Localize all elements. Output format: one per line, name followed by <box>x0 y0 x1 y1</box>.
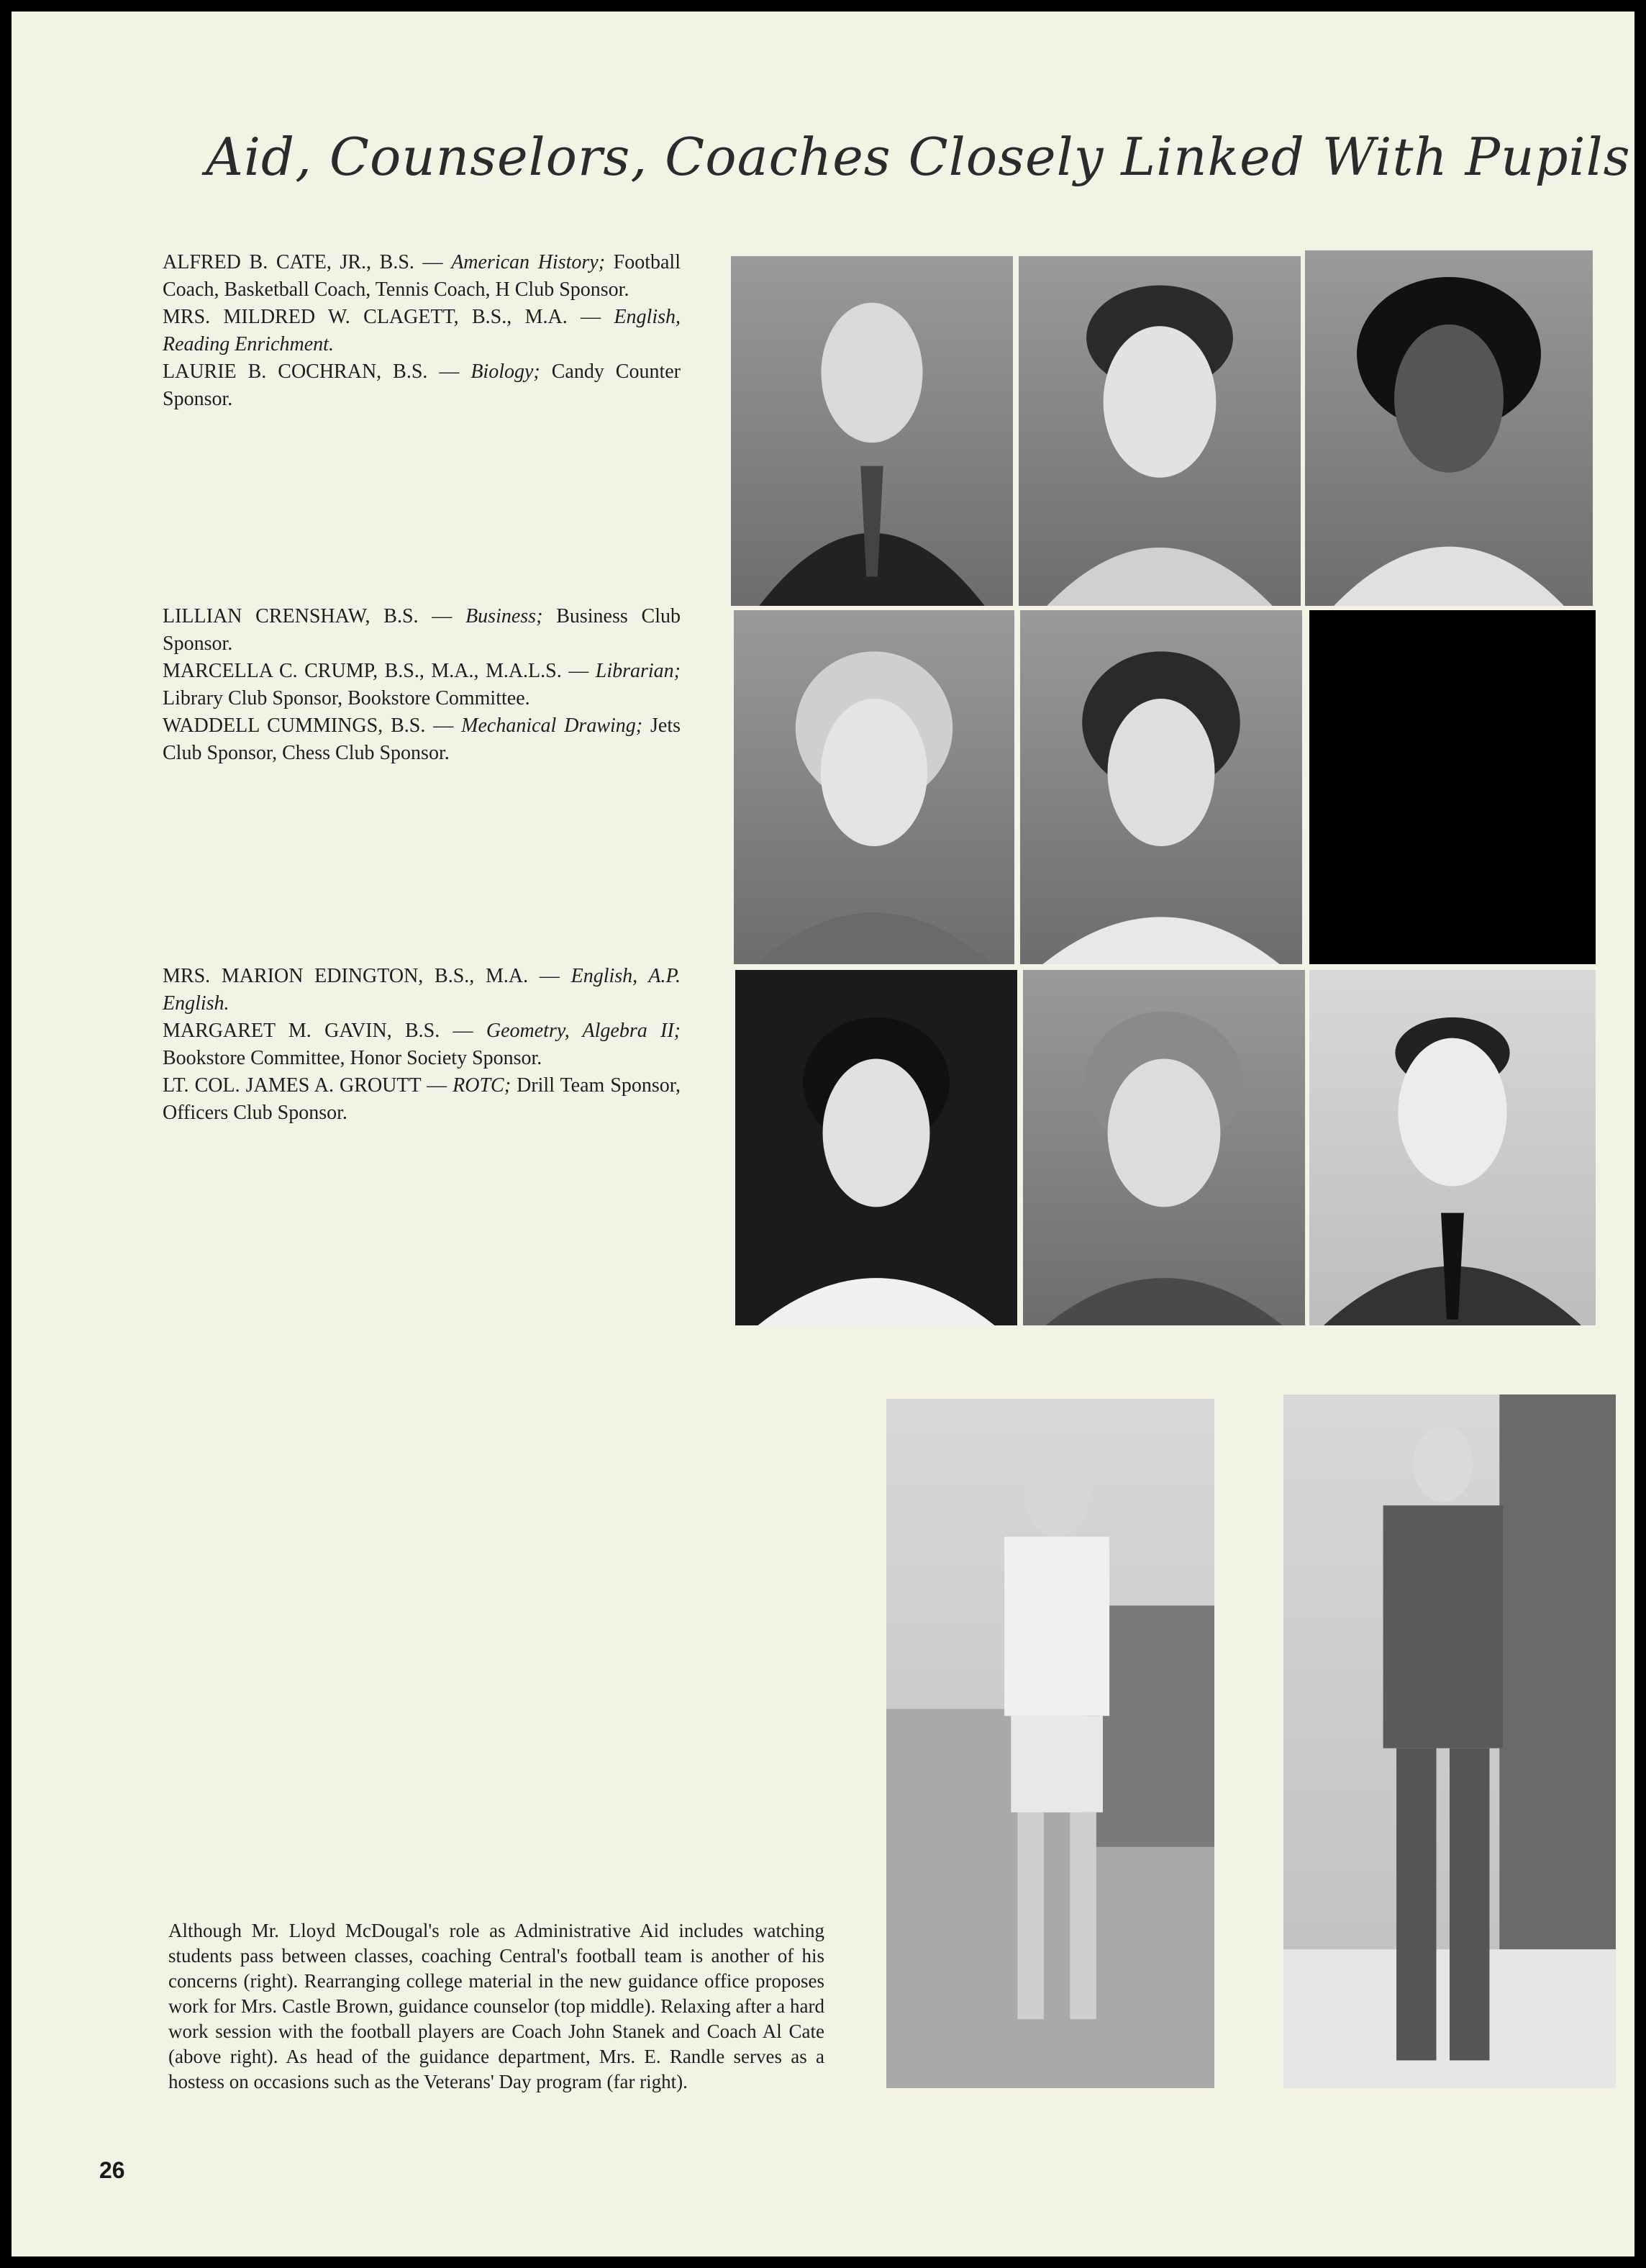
bio-entry <box>163 658 681 712</box>
faculty-subject: Mechanical Drawing; <box>461 715 643 737</box>
portrait-photo <box>731 256 1013 606</box>
portrait-photo <box>734 610 1014 964</box>
faculty-name: ALFRED B. CATE, JR., B.S. — <box>163 251 452 273</box>
bio-entry <box>163 1017 681 1072</box>
faculty-activities: Bookstore Committee, Honor Society Sponsor. <box>163 1047 542 1069</box>
photo-caption: Although Mr. Lloyd McDougal's role as Administrative Aid includes watching students pass between classes, coaching Central's football team is another of his concerns (right). Rearranging college material in the new guidance office proposes work for Mrs. Castle Brown, guidance counselor (top middle). Relaxing after a hard work session with the football players are Coach John Stanek and Coach Al Cate (above right). As head of the guidance department, Mrs. E. Randle serves as a hostess on occasions such as the Veterans' Day program (far right). <box>168 1920 824 2092</box>
faculty-subject: English, A.P. English. <box>163 965 681 1015</box>
bio-block-3 <box>163 963 681 1127</box>
faculty-name: LILLIAN CRENSHAW, B.S. — <box>163 605 466 627</box>
bio-block-1 <box>163 249 681 413</box>
candid-photo-coach <box>886 1399 1214 2088</box>
faculty-name: WADDELL CUMMINGS, B.S. — <box>163 715 462 737</box>
bio-entry <box>163 1072 681 1127</box>
blank-portrait <box>1309 610 1596 964</box>
faculty-activities: Football Coach, Basketball Coach, Tennis Coach, H Club Sponsor. <box>163 251 681 301</box>
faculty-name: MRS. MILDRED W. CLAGETT, B.S., M.A. — <box>163 306 614 328</box>
faculty-activities: Library Club Sponsor, Bookstore Committee. <box>163 687 530 709</box>
portrait-photo <box>1019 256 1301 606</box>
candid-photo-administrator <box>1283 1394 1616 2088</box>
faculty-subject: Librarian; <box>595 660 681 682</box>
bio-entry <box>163 304 681 358</box>
yearbook-page <box>12 12 1634 2256</box>
bio-block-2 <box>163 603 681 767</box>
faculty-activities: Drill Team Sponsor, Officers Club Sponsor. <box>163 1074 681 1124</box>
faculty-activities: Jets Club Sponsor, Chess Club Sponsor. <box>163 715 681 764</box>
faculty-activities: Candy Counter Sponsor. <box>163 360 681 410</box>
portrait-photo <box>735 970 1017 1325</box>
portrait-photo <box>1023 970 1305 1325</box>
faculty-name: MARCELLA C. CRUMP, B.S., M.A., M.A.L.S. — <box>163 660 596 682</box>
bio-entry <box>163 249 681 304</box>
faculty-activities: Business Club Sponsor. <box>163 605 681 655</box>
faculty-name: MARGARET M. GAVIN, B.S. — <box>163 1020 486 1042</box>
faculty-name: LAURIE B. COCHRAN, B.S. — <box>163 360 471 383</box>
portrait-photo <box>1020 610 1302 964</box>
faculty-name: LT. COL. JAMES A. GROUTT — <box>163 1074 453 1097</box>
page-title: Aid, Counselors, Coaches Closely Linked With Pupils <box>206 127 1631 187</box>
faculty-subject: Biology; <box>470 360 540 383</box>
page-number: 26 <box>99 2157 125 2183</box>
bio-entry <box>163 963 681 1017</box>
bio-entry <box>163 712 681 767</box>
faculty-subject: ROTC; <box>453 1074 511 1097</box>
faculty-name: MRS. MARION EDINGTON, B.S., M.A. — <box>163 965 571 987</box>
bio-entry <box>163 358 681 413</box>
portrait-photo <box>1305 250 1593 606</box>
faculty-subject: Geometry, Algebra II; <box>486 1020 681 1042</box>
faculty-subject: American History; <box>451 251 606 273</box>
faculty-subject: Business; <box>465 605 543 627</box>
faculty-subject: English, Reading Enrichment. <box>163 306 681 355</box>
portrait-photo <box>1309 970 1596 1325</box>
bio-entry <box>163 603 681 658</box>
